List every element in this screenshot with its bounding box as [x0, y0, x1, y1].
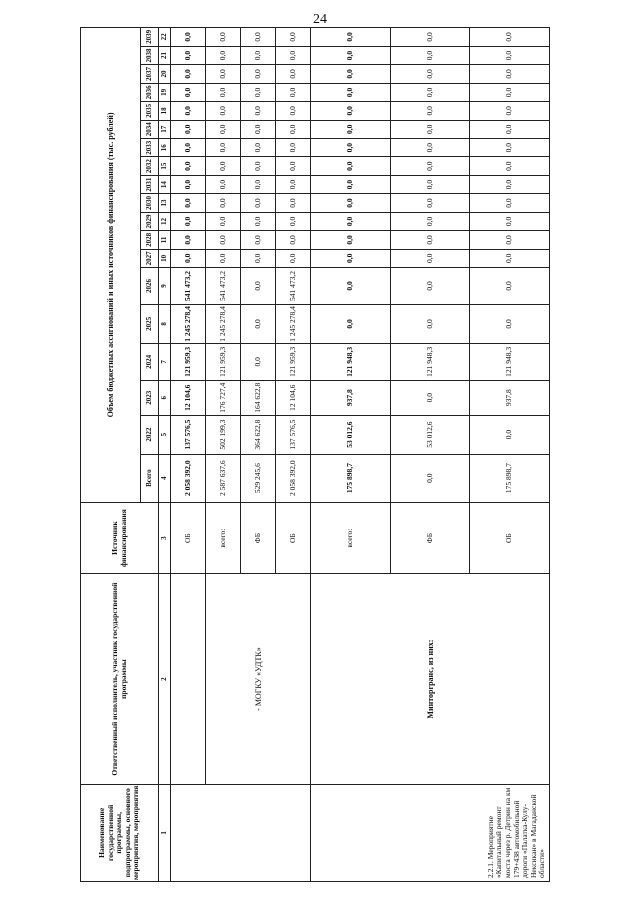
value-cell: 0,0: [470, 304, 550, 343]
index-cell: 21: [159, 46, 171, 64]
value-cell: 0,0: [470, 28, 550, 47]
value-cell: 121 959,3: [171, 343, 206, 380]
value-cell: 529 245,6: [241, 454, 276, 502]
index-cell: 8: [159, 304, 171, 343]
value-cell: 0,0: [276, 65, 311, 83]
value-cell: 0,0: [241, 212, 276, 230]
index-cell: 11: [159, 231, 171, 249]
value-cell: 0,0: [470, 212, 550, 230]
value-cell: 0,0: [241, 120, 276, 138]
year-2034: 2034: [141, 120, 159, 138]
value-cell: 137 576,5: [276, 415, 311, 454]
value-cell: 121 948,3: [470, 343, 550, 380]
value-cell: 12 104,6: [171, 380, 206, 415]
value-cell: 0,0: [390, 212, 469, 230]
index-cell: 3: [159, 502, 171, 574]
value-cell: 364 622,8: [241, 415, 276, 454]
value-cell: 937,8: [311, 380, 390, 415]
value-cell: 0,0: [390, 83, 469, 101]
value-cell: 0,0: [390, 194, 469, 212]
value-cell: 0,0: [311, 175, 390, 193]
value-cell: 0,0: [390, 268, 469, 305]
value-cell: 937,8: [470, 380, 550, 415]
value-cell: 0,0: [241, 46, 276, 64]
value-cell: 0,0: [311, 157, 390, 175]
value-cell: 0,0: [171, 65, 206, 83]
year-2027: 2027: [141, 249, 159, 267]
year-2025: 2025: [141, 304, 159, 343]
funding-table: [80, 27, 550, 882]
value-cell: 0,0: [470, 120, 550, 138]
year-2038: 2038: [141, 46, 159, 64]
value-cell: 0,0: [390, 157, 469, 175]
value-cell: 0,0: [171, 46, 206, 64]
value-cell: 0,0: [241, 65, 276, 83]
index-cell: 16: [159, 138, 171, 156]
value-cell: 0,0: [311, 138, 390, 156]
value-cell: 2 058 392,0: [171, 454, 206, 502]
value-cell: 0,0: [241, 194, 276, 212]
value-cell: 0,0: [206, 83, 241, 101]
executor-cell: [171, 574, 206, 784]
value-cell: 0,0: [470, 194, 550, 212]
value-cell: 121 948,3: [390, 343, 469, 380]
value-cell: 121 959,3: [276, 343, 311, 380]
value-cell: 0,0: [171, 138, 206, 156]
value-cell: 0,0: [390, 138, 469, 156]
value-cell: 541 473,2: [206, 268, 241, 305]
value-cell: 0,0: [171, 28, 206, 47]
value-cell: 0,0: [206, 212, 241, 230]
value-cell: 53 012,6: [311, 415, 390, 454]
value-cell: 0,0: [311, 249, 390, 267]
year-2030: 2030: [141, 194, 159, 212]
index-cell: 19: [159, 83, 171, 101]
value-cell: 0,0: [241, 102, 276, 120]
year-2037: 2037: [141, 65, 159, 83]
value-cell: 0,0: [206, 231, 241, 249]
year-2029: 2029: [141, 212, 159, 230]
year-2023: 2023: [141, 380, 159, 415]
value-cell: 0,0: [390, 249, 469, 267]
value-cell: 0,0: [390, 380, 469, 415]
value-cell: 0,0: [171, 120, 206, 138]
value-cell: 53 012,6: [390, 415, 469, 454]
source-cell: ОБ: [276, 502, 311, 574]
value-cell: 0,0: [470, 415, 550, 454]
value-cell: 137 576,5: [171, 415, 206, 454]
value-cell: 0,0: [390, 102, 469, 120]
header-total: Всего: [141, 454, 159, 502]
source-cell: ОБ: [470, 502, 550, 574]
value-cell: 175 898,7: [470, 454, 550, 502]
index-cell: 22: [159, 28, 171, 47]
table-row: [171, 28, 206, 882]
value-cell: 0,0: [171, 194, 206, 212]
value-cell: 0,0: [171, 249, 206, 267]
index-cell: 5: [159, 415, 171, 454]
index-cell: 12: [159, 212, 171, 230]
value-cell: 0,0: [390, 120, 469, 138]
source-cell: всего:: [206, 502, 241, 574]
value-cell: 0,0: [470, 157, 550, 175]
value-cell: 0,0: [276, 138, 311, 156]
value-cell: 0,0: [241, 304, 276, 343]
index-cell: 9: [159, 268, 171, 305]
value-cell: 0,0: [311, 194, 390, 212]
value-cell: 0,0: [390, 175, 469, 193]
year-2028: 2028: [141, 231, 159, 249]
value-cell: 541 473,2: [171, 268, 206, 305]
value-cell: 0,0: [241, 231, 276, 249]
value-cell: 0,0: [171, 231, 206, 249]
index-cell: 2: [159, 574, 171, 784]
value-cell: 0,0: [470, 102, 550, 120]
value-cell: 0,0: [390, 28, 469, 47]
index-cell: 20: [159, 65, 171, 83]
year-2032: 2032: [141, 157, 159, 175]
year-2022: 2022: [141, 415, 159, 454]
table-row: [206, 28, 241, 882]
value-cell: 0,0: [171, 157, 206, 175]
value-cell: 0,0: [276, 231, 311, 249]
value-cell: 541 473,2: [276, 268, 311, 305]
value-cell: 0,0: [470, 268, 550, 305]
value-cell: 1 245 278,4: [171, 304, 206, 343]
value-cell: 0,0: [241, 268, 276, 305]
index-cell: 7: [159, 343, 171, 380]
column-index-row: [159, 28, 171, 882]
value-cell: 0,0: [470, 65, 550, 83]
year-2035: 2035: [141, 102, 159, 120]
value-cell: 0,0: [276, 249, 311, 267]
value-cell: 0,0: [241, 343, 276, 380]
value-cell: 0,0: [241, 28, 276, 47]
value-cell: 0,0: [276, 212, 311, 230]
value-cell: 0,0: [276, 194, 311, 212]
header-executor: Ответственный исполнитель, участник государственной программы: [81, 574, 159, 784]
value-cell: 0,0: [390, 46, 469, 64]
value-cell: 0,0: [206, 157, 241, 175]
value-cell: 502 199,3: [206, 415, 241, 454]
value-cell: 0,0: [470, 231, 550, 249]
value-cell: 0,0: [311, 65, 390, 83]
value-cell: 0,0: [276, 120, 311, 138]
executor-cell: Минторгранс, из них:: [311, 574, 550, 784]
value-cell: 0,0: [311, 28, 390, 47]
index-cell: 17: [159, 120, 171, 138]
value-cell: 0,0: [206, 120, 241, 138]
value-cell: 176 727,4: [206, 380, 241, 415]
value-cell: 0,0: [276, 83, 311, 101]
value-cell: 0,0: [470, 83, 550, 101]
value-cell: 2 058 392,0: [276, 454, 311, 502]
value-cell: 0,0: [470, 249, 550, 267]
year-2024: 2024: [141, 343, 159, 380]
year-2039: 2039: [141, 28, 159, 47]
value-cell: 0,0: [206, 175, 241, 193]
value-cell: 0,0: [276, 28, 311, 47]
header-source: Источник финансирования: [81, 502, 159, 574]
value-cell: 0,0: [206, 46, 241, 64]
value-cell: 1 245 278,4: [206, 304, 241, 343]
value-cell: 1 245 278,4: [276, 304, 311, 343]
index-cell: 4: [159, 454, 171, 502]
value-cell: 0,0: [311, 102, 390, 120]
value-cell: 0,0: [171, 102, 206, 120]
header-program-name: Наименование государственной программы, подпрограммы, основного мероприятия, мероприятия: [81, 784, 159, 881]
table-row: [311, 28, 390, 882]
value-cell: 0,0: [390, 65, 469, 83]
source-cell: ФБ: [241, 502, 276, 574]
value-cell: 0,0: [241, 157, 276, 175]
executor-cell: - МОГКУ «УДТК»: [206, 574, 311, 784]
value-cell: 12 104,6: [276, 380, 311, 415]
value-cell: 0,0: [241, 83, 276, 101]
value-cell: 0,0: [241, 138, 276, 156]
value-cell: 0,0: [276, 157, 311, 175]
value-cell: 0,0: [470, 175, 550, 193]
value-cell: 0,0: [241, 175, 276, 193]
value-cell: 0,0: [311, 212, 390, 230]
value-cell: 0,0: [276, 102, 311, 120]
value-cell: 0,0: [206, 138, 241, 156]
value-cell: 0,0: [171, 175, 206, 193]
index-cell: 13: [159, 194, 171, 212]
year-2031: 2031: [141, 175, 159, 193]
value-cell: 0,0: [206, 28, 241, 47]
year-2026: 2026: [141, 268, 159, 305]
value-cell: 0,0: [311, 46, 390, 64]
value-cell: 0,0: [171, 212, 206, 230]
year-2036: 2036: [141, 83, 159, 101]
page-number: 24: [313, 12, 327, 27]
year-2033: 2033: [141, 138, 159, 156]
source-cell: ОБ: [171, 502, 206, 574]
measure-name-cell: 2.2.1. Мероприятие «Капитальный ремонт моста через р. Детрин на км 179+438 автомобильной дороги «Палатка-Кулу-Нексикан» в Магаданской области»: [311, 784, 550, 881]
index-cell: 10: [159, 249, 171, 267]
value-cell: 0,0: [171, 83, 206, 101]
value-cell: 0,0: [276, 175, 311, 193]
index-cell: 6: [159, 380, 171, 415]
value-cell: 0,0: [470, 138, 550, 156]
value-cell: 0,0: [206, 194, 241, 212]
value-cell: 0,0: [241, 249, 276, 267]
header-funds-title: Объем бюджетных ассигнований и иных источников финансирования (тыс. рублей): [81, 28, 141, 503]
value-cell: 0,0: [311, 268, 390, 305]
index-cell: 15: [159, 157, 171, 175]
program-name-cell: [171, 784, 311, 881]
value-cell: 0,0: [390, 454, 469, 502]
value-cell: 175 898,7: [311, 454, 390, 502]
value-cell: 0,0: [311, 120, 390, 138]
value-cell: 0,0: [311, 304, 390, 343]
rotated-table-container: [80, 27, 550, 882]
value-cell: 0,0: [206, 65, 241, 83]
index-cell: 1: [159, 784, 171, 881]
value-cell: 164 622,8: [241, 380, 276, 415]
value-cell: 2 587 637,6: [206, 454, 241, 502]
value-cell: 0,0: [311, 231, 390, 249]
index-cell: 18: [159, 102, 171, 120]
source-cell: всего:: [311, 502, 390, 574]
source-cell: ФБ: [390, 502, 469, 574]
value-cell: 0,0: [390, 304, 469, 343]
value-cell: 0,0: [206, 249, 241, 267]
value-cell: 0,0: [470, 46, 550, 64]
index-cell: 14: [159, 175, 171, 193]
value-cell: 0,0: [311, 83, 390, 101]
value-cell: 0,0: [276, 46, 311, 64]
value-cell: 0,0: [390, 231, 469, 249]
value-cell: 121 959,3: [206, 343, 241, 380]
value-cell: 121 948,3: [311, 343, 390, 380]
value-cell: 0,0: [206, 102, 241, 120]
